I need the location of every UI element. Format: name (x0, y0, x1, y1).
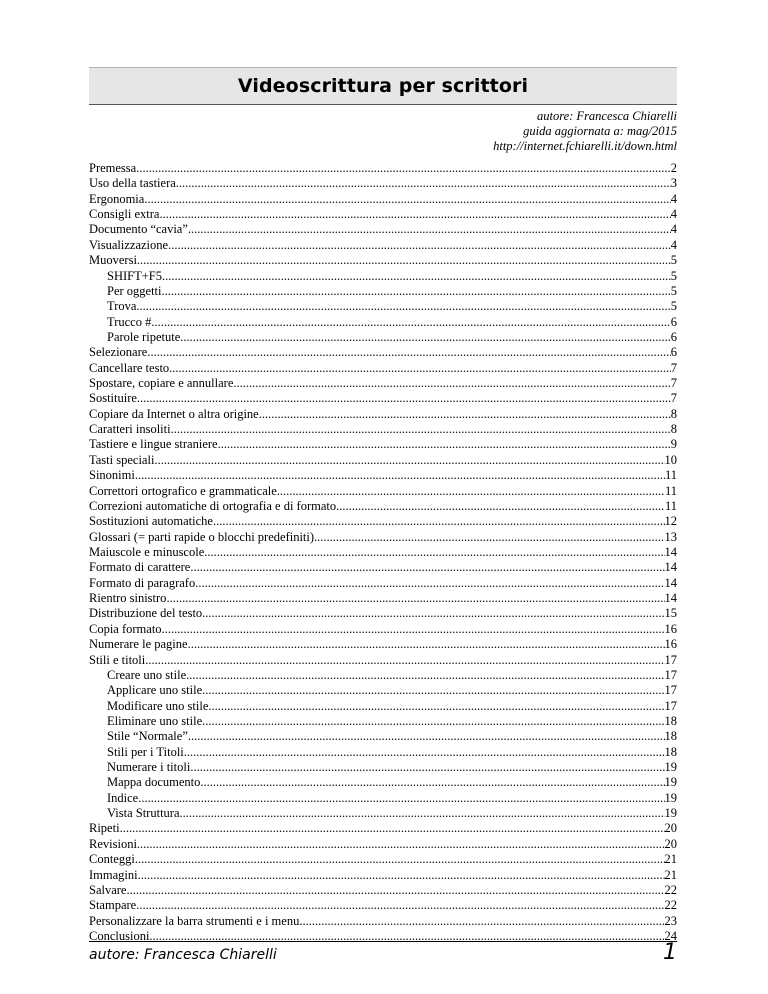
toc-leader-dots (138, 868, 665, 883)
toc-leader-dots (188, 637, 665, 652)
toc-entry-page: 5 (670, 253, 677, 268)
toc-entry-page: 18 (664, 713, 677, 728)
toc-entry-page: 14 (664, 575, 677, 590)
toc-entry-page: 19 (664, 806, 677, 821)
toc-entry-label: Conteggi (89, 852, 135, 867)
toc-leader-dots (259, 407, 671, 422)
toc-leader-dots (213, 514, 665, 529)
toc-entry[interactable] (89, 269, 677, 284)
toc-entry[interactable] (89, 898, 677, 913)
toc-entry-label: Sinonimi (89, 468, 135, 483)
toc-leader-dots (159, 207, 670, 222)
toc-entry-label: Numerare le pagine (89, 637, 188, 652)
toc-leader-dots (186, 668, 664, 683)
toc-leader-dots (202, 606, 664, 621)
toc-entry-page: 14 (664, 591, 677, 606)
toc-entry-label: Mappa documento (107, 775, 201, 790)
toc-leader-dots (151, 315, 670, 330)
toc-entry-page: 17 (664, 683, 677, 698)
toc-entry[interactable] (89, 391, 677, 406)
toc-leader-dots (145, 653, 664, 668)
toc-entry-page: 18 (664, 744, 677, 759)
toc-leader-dots (200, 775, 664, 790)
toc-leader-dots (188, 222, 671, 237)
toc-entry[interactable] (89, 345, 677, 360)
table-of-contents (89, 161, 677, 944)
toc-entry[interactable] (89, 806, 677, 821)
toc-entry-label: Cancellare testo (89, 360, 170, 375)
toc-leader-dots (126, 883, 664, 898)
toc-entry[interactable] (89, 484, 677, 499)
toc-leader-dots (149, 929, 664, 944)
toc-entry-label: Copiare da Internet o altra origine (89, 406, 259, 421)
toc-leader-dots (299, 914, 664, 929)
toc-entry-label: Applicare uno stile (107, 683, 203, 698)
toc-entry-page: 5 (670, 283, 677, 298)
toc-entry-page: 4 (670, 237, 677, 252)
toc-entry-page: 11 (664, 498, 677, 513)
toc-entry-page: 4 (670, 191, 677, 206)
toc-entry[interactable] (89, 760, 677, 775)
toc-entry-label: Stili e titoli (89, 652, 146, 667)
toc-entry[interactable] (89, 883, 677, 898)
toc-entry-page: 21 (664, 852, 677, 867)
toc-entry-page: 14 (664, 544, 677, 559)
toc-entry-label: Visualizzazione (89, 237, 169, 252)
meta-url: http://internet.fchiarelli.it/down.html (493, 139, 677, 153)
toc-entry-label: Salvare (89, 882, 127, 897)
toc-entry-label: Correttori ortografico e grammaticale (89, 483, 277, 498)
toc-entry-label: Modificare uno stile (107, 698, 209, 713)
toc-leader-dots (336, 499, 665, 514)
toc-entry[interactable] (89, 161, 677, 176)
toc-entry-page: 23 (664, 913, 677, 928)
toc-entry[interactable] (89, 683, 677, 698)
toc-entry-label: Premessa (89, 161, 137, 175)
toc-entry[interactable] (89, 284, 677, 299)
toc-entry[interactable] (89, 192, 677, 207)
toc-entry-page: 7 (670, 360, 677, 375)
title-banner (89, 67, 677, 105)
footer-author: autore: Francesca Chiarelli (89, 947, 277, 963)
toc-entry-label: Correzioni automatiche di ortografia e di formato (89, 498, 337, 513)
toc-entry[interactable] (89, 591, 677, 606)
toc-entry-page: 20 (664, 821, 677, 836)
toc-entry-label: Creare uno stile (107, 667, 187, 682)
toc-leader-dots (277, 484, 665, 499)
toc-entry-label: Ergonomia (89, 191, 145, 206)
toc-entry[interactable] (89, 514, 677, 529)
toc-leader-dots (135, 852, 665, 867)
toc-leader-dots (136, 161, 671, 176)
toc-entry[interactable] (89, 622, 677, 637)
toc-entry-label: Trucco # (107, 314, 152, 329)
toc-entry[interactable] (89, 914, 677, 929)
toc-entry-label: Sostituzioni automatiche (89, 514, 213, 529)
toc-entry-page: 16 (664, 621, 677, 636)
document-meta (493, 109, 677, 154)
toc-leader-dots (120, 821, 665, 836)
toc-entry-label: Conclusioni (89, 928, 150, 943)
toc-leader-dots (314, 530, 664, 545)
toc-entry[interactable] (89, 791, 677, 806)
meta-author: autore: Francesca Chiarelli (536, 109, 677, 123)
toc-entry[interactable] (89, 238, 677, 253)
toc-leader-dots (137, 391, 671, 406)
toc-entry[interactable] (89, 437, 677, 452)
toc-entry-page: 6 (670, 314, 677, 329)
toc-entry-label: Revisioni (89, 836, 137, 851)
toc-entry[interactable] (89, 422, 677, 437)
toc-leader-dots (184, 745, 665, 760)
toc-entry-label: Rientro sinistro (89, 591, 167, 606)
toc-entry[interactable] (89, 637, 677, 652)
toc-entry-label: Spostare, copiare e annullare (89, 376, 234, 391)
toc-entry-page: 17 (664, 667, 677, 682)
toc-entry[interactable] (89, 852, 677, 867)
toc-entry-label: Maiuscole e minuscole (89, 544, 205, 559)
toc-entry-label: Selezionare (89, 345, 148, 360)
toc-entry-label: Distribuzione del testo (89, 606, 203, 621)
toc-entry-label: Per oggetti (107, 283, 162, 298)
toc-entry[interactable] (89, 468, 677, 483)
toc-entry-label: Sostituire (89, 391, 137, 406)
document-title: Videoscrittura per scrittori (237, 75, 529, 97)
toc-entry-page: 5 (670, 299, 677, 314)
toc-entry-page: 8 (670, 406, 677, 421)
toc-entry-page: 14 (664, 560, 677, 575)
toc-entry[interactable] (89, 315, 677, 330)
toc-leader-dots (171, 422, 671, 437)
toc-entry[interactable] (89, 668, 677, 683)
toc-entry-label: Formato di paragrafo (89, 575, 196, 590)
toc-entry-page: 3 (670, 176, 677, 191)
toc-entry[interactable] (89, 376, 677, 391)
toc-entry[interactable] (89, 545, 677, 560)
toc-entry-page: 24 (664, 928, 677, 943)
toc-entry-page: 9 (670, 437, 677, 452)
toc-leader-dots (202, 683, 664, 698)
toc-leader-dots (162, 284, 671, 299)
toc-entry-page: 11 (664, 483, 677, 498)
toc-entry-page: 22 (664, 898, 677, 913)
toc-leader-dots (162, 622, 665, 637)
toc-leader-dots (137, 253, 671, 268)
toc-entry[interactable] (89, 222, 677, 237)
footer-divider (89, 941, 677, 942)
page-number: 1 (663, 940, 677, 965)
toc-entry-page: 13 (664, 529, 677, 544)
toc-leader-dots (162, 269, 671, 284)
toc-entry-page: 10 (664, 452, 677, 467)
toc-entry-page: 5 (670, 268, 677, 283)
toc-entry-page: 18 (664, 729, 677, 744)
toc-entry[interactable] (89, 453, 677, 468)
toc-entry-label: Immagini (89, 867, 138, 882)
meta-updated: guida aggiornata a: mag/2015 (523, 124, 677, 138)
toc-entry-page: 6 (670, 329, 677, 344)
toc-entry[interactable] (89, 176, 677, 191)
toc-entry-label: Copia formato (89, 621, 162, 636)
toc-entry[interactable] (89, 576, 677, 591)
toc-leader-dots (135, 468, 665, 483)
toc-leader-dots (202, 714, 664, 729)
toc-entry-label: Numerare i titoli (107, 760, 191, 775)
toc-leader-dots (136, 898, 664, 913)
toc-entry-label: Stampare (89, 898, 137, 913)
toc-entry-label: Tasti speciali (89, 452, 155, 467)
toc-entry-label: Parole ripetute (107, 329, 181, 344)
toc-entry-label: Eliminare uno stile (107, 713, 203, 728)
toc-entry-page: 15 (664, 606, 677, 621)
toc-leader-dots (233, 376, 670, 391)
toc-entry-page: 19 (664, 775, 677, 790)
toc-entry-page: 8 (670, 422, 677, 437)
toc-entry[interactable] (89, 530, 677, 545)
toc-entry[interactable] (89, 745, 677, 760)
toc-leader-dots (188, 729, 665, 744)
toc-entry-page: 4 (670, 222, 677, 237)
toc-entry-label: Vista Struttura (107, 806, 180, 821)
toc-entry-page: 7 (670, 376, 677, 391)
toc-leader-dots (147, 345, 670, 360)
toc-entry-label: Indice (107, 790, 139, 805)
toc-entry-label: Ripeti (89, 821, 120, 836)
toc-entry[interactable] (89, 868, 677, 883)
toc-entry[interactable] (89, 653, 677, 668)
toc-entry-label: Caratteri insoliti (89, 422, 171, 437)
toc-entry[interactable] (89, 714, 677, 729)
toc-leader-dots (166, 591, 664, 606)
toc-entry-page: 17 (664, 652, 677, 667)
toc-leader-dots (168, 238, 671, 253)
toc-entry[interactable] (89, 361, 677, 376)
toc-entry-page: 17 (664, 698, 677, 713)
toc-entry-page: 19 (664, 790, 677, 805)
toc-entry-label: Stili per i Titoli (107, 744, 184, 759)
toc-leader-dots (176, 176, 671, 191)
toc-leader-dots (137, 837, 665, 852)
toc-entry-label: SHIFT+F5 (107, 268, 162, 283)
toc-entry[interactable] (89, 837, 677, 852)
toc-leader-dots (138, 791, 664, 806)
toc-entry[interactable] (89, 407, 677, 422)
toc-entry-page: 2 (670, 161, 677, 175)
toc-entry-label: Stile “Normale” (107, 729, 188, 744)
toc-entry-page: 20 (664, 836, 677, 851)
toc-entry-label: Trova (107, 299, 137, 314)
toc-entry[interactable] (89, 253, 677, 268)
toc-entry-label: Consigli extra (89, 207, 160, 222)
toc-leader-dots (195, 576, 664, 591)
toc-entry[interactable] (89, 775, 677, 790)
toc-entry[interactable] (89, 606, 677, 621)
toc-entry-page: 12 (664, 514, 677, 529)
toc-entry-page: 7 (670, 391, 677, 406)
toc-leader-dots (169, 361, 671, 376)
toc-entry[interactable] (89, 560, 677, 575)
toc-entry-label: Muoversi (89, 253, 137, 268)
toc-entry-page: 16 (664, 637, 677, 652)
toc-leader-dots (204, 545, 664, 560)
toc-entry-page: 22 (664, 882, 677, 897)
toc-entry[interactable] (89, 929, 677, 944)
toc-entry-label: Uso della tastiera (89, 176, 176, 191)
toc-entry-label: Personalizzare la barra strumenti e i menu (89, 913, 300, 928)
toc-entry-page: 19 (664, 760, 677, 775)
toc-entry[interactable] (89, 299, 677, 314)
toc-leader-dots (144, 192, 670, 207)
toc-entry[interactable] (89, 729, 677, 744)
toc-entry-page: 4 (670, 207, 677, 222)
toc-leader-dots (180, 806, 665, 821)
toc-leader-dots (154, 453, 664, 468)
toc-leader-dots (180, 330, 671, 345)
toc-entry[interactable] (89, 699, 677, 714)
toc-leader-dots (218, 437, 671, 452)
toc-entry-label: Tastiere e lingue straniere (89, 437, 218, 452)
toc-entry-label: Formato di carattere (89, 560, 191, 575)
toc-entry[interactable] (89, 499, 677, 514)
toc-entry-label: Documento “cavia” (89, 222, 188, 237)
toc-entry-label: Glossari (= parti rapide o blocchi predefiniti) (89, 529, 315, 544)
toc-leader-dots (190, 760, 664, 775)
toc-leader-dots (208, 699, 664, 714)
toc-leader-dots (190, 560, 664, 575)
toc-entry-page: 21 (664, 867, 677, 882)
toc-entry-page: 11 (664, 468, 677, 483)
toc-entry[interactable] (89, 821, 677, 836)
toc-leader-dots (136, 299, 670, 314)
toc-entry-page: 6 (670, 345, 677, 360)
toc-entry[interactable] (89, 207, 677, 222)
toc-entry[interactable] (89, 330, 677, 345)
